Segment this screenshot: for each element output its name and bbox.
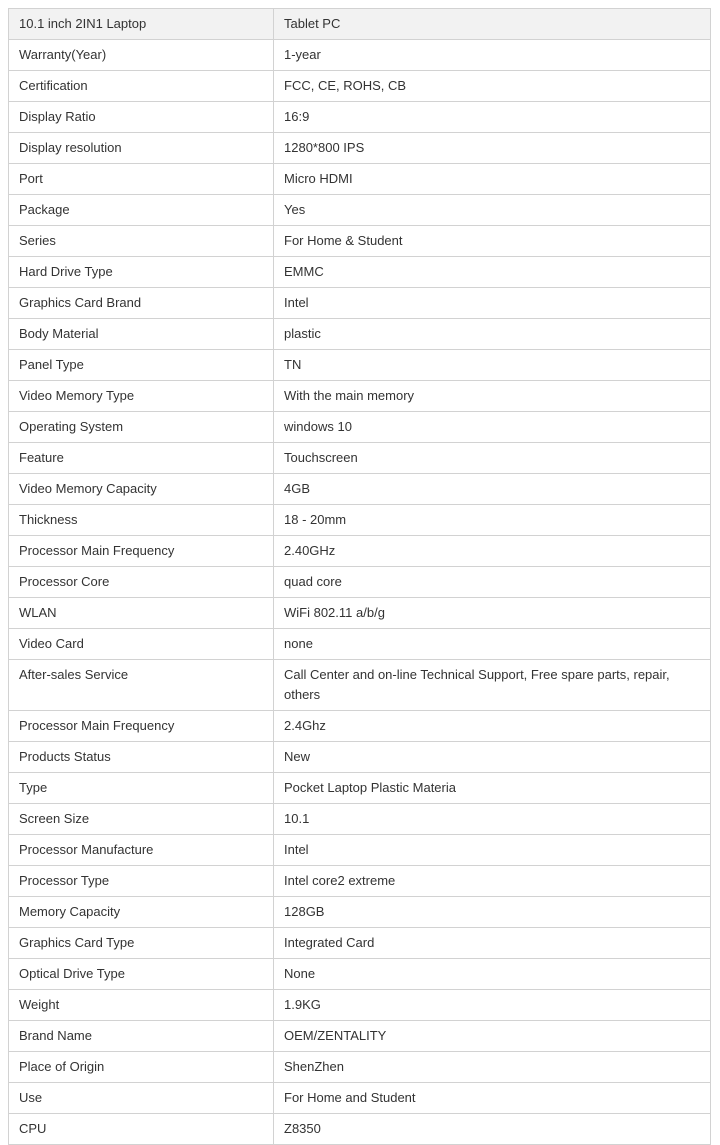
spec-label: Processor Manufacture bbox=[9, 835, 274, 866]
spec-table-row bbox=[9, 40, 711, 71]
spec-label: Panel Type bbox=[9, 350, 274, 381]
spec-table-header-row bbox=[9, 9, 711, 40]
spec-value: quad core bbox=[274, 567, 711, 598]
spec-table-row bbox=[9, 629, 711, 660]
spec-value: 128GB bbox=[274, 897, 711, 928]
spec-table-row bbox=[9, 928, 711, 959]
spec-value: 1-year bbox=[274, 40, 711, 71]
spec-table-row bbox=[9, 412, 711, 443]
spec-table-row bbox=[9, 835, 711, 866]
spec-value: Intel core2 extreme bbox=[274, 866, 711, 897]
spec-table-row bbox=[9, 505, 711, 536]
spec-table-row bbox=[9, 257, 711, 288]
spec-header-label: 10.1 inch 2IN1 Laptop bbox=[9, 9, 274, 40]
spec-value: None bbox=[274, 959, 711, 990]
spec-label: Video Card bbox=[9, 629, 274, 660]
spec-label: WLAN bbox=[9, 598, 274, 629]
spec-value: Intel bbox=[274, 835, 711, 866]
spec-table-body bbox=[9, 9, 711, 1145]
spec-value: WiFi 802.11 a/b/g bbox=[274, 598, 711, 629]
spec-table-row bbox=[9, 660, 711, 711]
spec-label: Port bbox=[9, 164, 274, 195]
spec-label: Place of Origin bbox=[9, 1052, 274, 1083]
spec-label: Feature bbox=[9, 443, 274, 474]
spec-table-row bbox=[9, 288, 711, 319]
spec-label: Display resolution bbox=[9, 133, 274, 164]
spec-value: Touchscreen bbox=[274, 443, 711, 474]
spec-label: Video Memory Type bbox=[9, 381, 274, 412]
spec-value: Z8350 bbox=[274, 1114, 711, 1145]
spec-table-row bbox=[9, 866, 711, 897]
spec-value: 4GB bbox=[274, 474, 711, 505]
spec-label: Type bbox=[9, 773, 274, 804]
spec-value: New bbox=[274, 742, 711, 773]
spec-value: none bbox=[274, 629, 711, 660]
spec-value: ShenZhen bbox=[274, 1052, 711, 1083]
spec-value: Intel bbox=[274, 288, 711, 319]
spec-value: 1.9KG bbox=[274, 990, 711, 1021]
spec-label: Body Material bbox=[9, 319, 274, 350]
spec-label: Processor Main Frequency bbox=[9, 536, 274, 567]
spec-label: Display Ratio bbox=[9, 102, 274, 133]
spec-value: Pocket Laptop Plastic Materia bbox=[274, 773, 711, 804]
spec-table-row bbox=[9, 567, 711, 598]
spec-table-row bbox=[9, 164, 711, 195]
spec-value: For Home & Student bbox=[274, 226, 711, 257]
spec-value: FCC, CE, ROHS, CB bbox=[274, 71, 711, 102]
spec-value: 1280*800 IPS bbox=[274, 133, 711, 164]
spec-table-row bbox=[9, 319, 711, 350]
spec-value: 2.40GHz bbox=[274, 536, 711, 567]
spec-label: Weight bbox=[9, 990, 274, 1021]
spec-label: Brand Name bbox=[9, 1021, 274, 1052]
spec-label: Hard Drive Type bbox=[9, 257, 274, 288]
spec-label: After-sales Service bbox=[9, 660, 274, 711]
spec-table-row bbox=[9, 102, 711, 133]
spec-value: 16:9 bbox=[274, 102, 711, 133]
spec-label: Video Memory Capacity bbox=[9, 474, 274, 505]
spec-label: Certification bbox=[9, 71, 274, 102]
spec-table-row bbox=[9, 443, 711, 474]
spec-label: Use bbox=[9, 1083, 274, 1114]
spec-label: Thickness bbox=[9, 505, 274, 536]
spec-value: OEM/ZENTALITY bbox=[274, 1021, 711, 1052]
spec-table-row bbox=[9, 195, 711, 226]
spec-value: Call Center and on-line Technical Support, Free spare parts, repair, others bbox=[274, 660, 711, 711]
spec-value: Integrated Card bbox=[274, 928, 711, 959]
spec-label: Screen Size bbox=[9, 804, 274, 835]
spec-table-row bbox=[9, 1083, 711, 1114]
spec-value: 18 - 20mm bbox=[274, 505, 711, 536]
spec-table-row bbox=[9, 350, 711, 381]
spec-label: Products Status bbox=[9, 742, 274, 773]
spec-value: With the main memory bbox=[274, 381, 711, 412]
spec-table-row bbox=[9, 598, 711, 629]
spec-label: Processor Core bbox=[9, 567, 274, 598]
spec-table-row bbox=[9, 474, 711, 505]
spec-value: For Home and Student bbox=[274, 1083, 711, 1114]
spec-table-row bbox=[9, 536, 711, 567]
spec-header-value: Tablet PC bbox=[274, 9, 711, 40]
spec-value: plastic bbox=[274, 319, 711, 350]
spec-label: Optical Drive Type bbox=[9, 959, 274, 990]
spec-label: Graphics Card Brand bbox=[9, 288, 274, 319]
spec-table bbox=[8, 8, 711, 1145]
spec-table-row bbox=[9, 804, 711, 835]
spec-table-row bbox=[9, 71, 711, 102]
spec-label: Warranty(Year) bbox=[9, 40, 274, 71]
spec-table-row bbox=[9, 1021, 711, 1052]
spec-value: windows 10 bbox=[274, 412, 711, 443]
spec-label: Processor Type bbox=[9, 866, 274, 897]
spec-table-row bbox=[9, 773, 711, 804]
spec-label: Processor Main Frequency bbox=[9, 711, 274, 742]
spec-table-row bbox=[9, 959, 711, 990]
spec-table-row bbox=[9, 711, 711, 742]
spec-label: Memory Capacity bbox=[9, 897, 274, 928]
spec-value: Micro HDMI bbox=[274, 164, 711, 195]
spec-table-row bbox=[9, 133, 711, 164]
spec-label: Operating System bbox=[9, 412, 274, 443]
spec-table-row bbox=[9, 897, 711, 928]
spec-label: Graphics Card Type bbox=[9, 928, 274, 959]
spec-value: 2.4Ghz bbox=[274, 711, 711, 742]
spec-value: EMMC bbox=[274, 257, 711, 288]
spec-table-row bbox=[9, 381, 711, 412]
spec-value: Yes bbox=[274, 195, 711, 226]
spec-label: Package bbox=[9, 195, 274, 226]
spec-table-row bbox=[9, 1114, 711, 1145]
spec-table-row bbox=[9, 226, 711, 257]
spec-label: CPU bbox=[9, 1114, 274, 1145]
spec-label: Series bbox=[9, 226, 274, 257]
spec-table-row bbox=[9, 1052, 711, 1083]
spec-value: TN bbox=[274, 350, 711, 381]
spec-value: 10.1 bbox=[274, 804, 711, 835]
spec-table-row bbox=[9, 742, 711, 773]
spec-table-row bbox=[9, 990, 711, 1021]
